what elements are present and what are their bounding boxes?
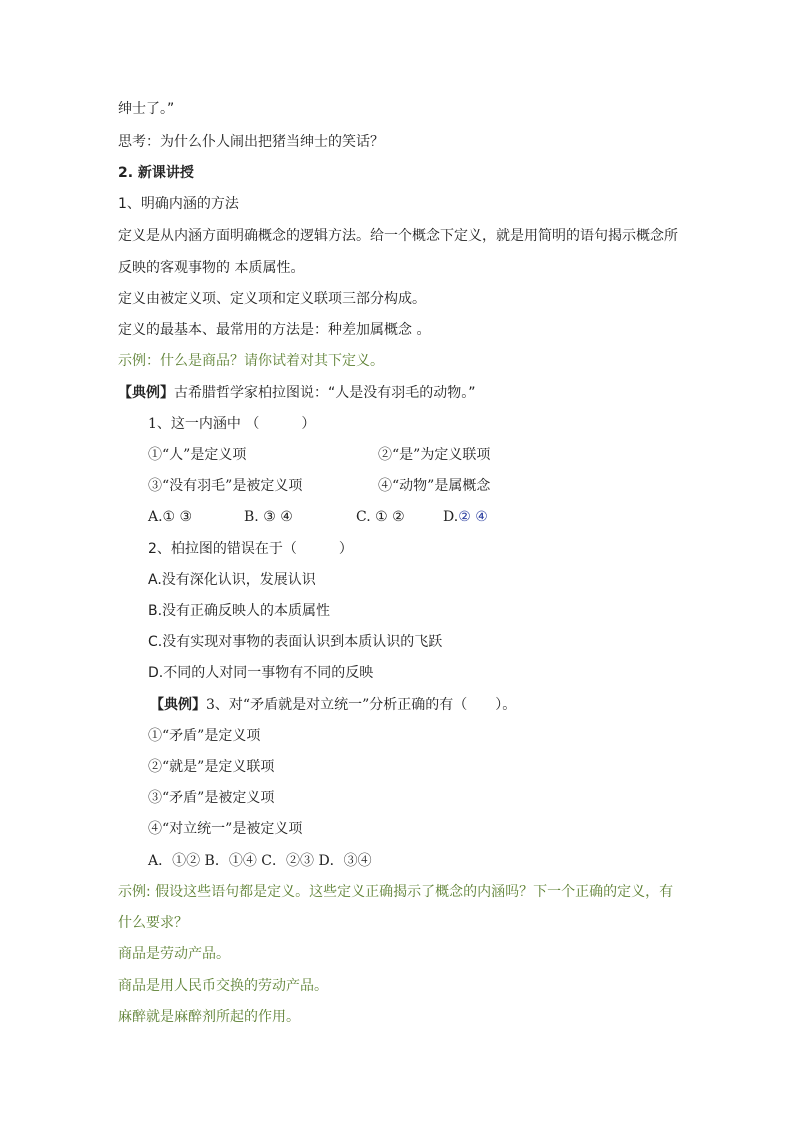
example-problem-text: 3、对“矛盾就是对立统一”分析正确的有（ ）。: [206, 697, 517, 713]
option-item: C.没有实现对事物的表面认识到本质认识的飞跃: [148, 634, 443, 650]
answer-choice-d: [443, 507, 488, 527]
question-line: 思考：为什么仆人闹出把猪当绅士的笑话？: [118, 134, 384, 150]
answer-choice-c: C. ① ②: [356, 509, 405, 525]
answer-choice-d-prefix: D.: [443, 509, 459, 525]
example-problem-line: [150, 695, 516, 715]
option-item: ①“人”是定义项: [148, 447, 247, 463]
example-problem-text: 古希腊哲学家柏拉图说：“人是没有羽毛的动物。”: [174, 385, 476, 401]
option-item: ③“没有羽毛”是被定义项: [148, 478, 303, 494]
answer-choice-b: B. ③ ④: [244, 509, 293, 525]
example-line: 什么要求？: [118, 915, 188, 931]
paragraph-line: 绅士了。”: [118, 101, 175, 117]
option-item: ①“矛盾”是定义项: [148, 728, 261, 744]
answer-choice-d-text: ② ④: [458, 509, 488, 525]
paragraph-line: 定义是从内涵方面明确概念的逻辑方法。给一个概念下定义，就是用简明的语句揭示概念所: [118, 228, 678, 244]
example-tag: 【典例】: [150, 697, 206, 713]
example-line: 示例：什么是商品？请你试着对其下定义。: [118, 353, 384, 369]
example-problem-line: [118, 383, 476, 403]
example-line: 商品是用人民币交换的劳动产品。: [118, 978, 328, 994]
question-stem: 1、这一内涵中 （ ）: [148, 416, 316, 432]
example-tag: 【典例】: [118, 385, 174, 401]
option-item: B.没有正确反映人的本质属性: [148, 603, 331, 619]
example-line: 商品是劳动产品。: [118, 946, 230, 962]
option-item: ③“矛盾”是被定义项: [148, 790, 275, 806]
section-heading: 2. 新课讲授: [118, 165, 194, 181]
paragraph-line: 定义由被定义项、定义项和定义联项三部分构成。: [118, 291, 426, 307]
option-item: ④“对立统一”是被定义项: [148, 821, 303, 837]
paragraph-line: 定义的最基本、最常用的方法是：种差加属概念 。: [118, 322, 431, 338]
example-line: 示例: 假设这些语句都是定义。这些定义正确揭示了概念的内涵吗？下一个正确的定义，有: [118, 884, 674, 900]
option-item: A.没有深化认识，发展认识: [148, 572, 316, 588]
answer-choice-a: A.① ③: [148, 509, 193, 525]
option-item: ②“是”为定义联项: [378, 447, 491, 463]
paragraph-line: 反映的客观事物的 本质属性。: [118, 260, 305, 276]
option-item: ④“动物”是属概念: [378, 478, 491, 494]
question-stem: 2、柏拉图的错误在于（ ）: [148, 541, 353, 557]
option-item: ②“就是”是定义联项: [148, 759, 275, 775]
answer-choices: A．①② B．①④ C．②③ D．③④: [148, 853, 372, 869]
subsection-heading: 1、明确内涵的方法: [118, 196, 239, 212]
example-line: 麻醉就是麻醉剂所起的作用。: [118, 1009, 300, 1025]
option-item: D.不同的人对同一事物有不同的反映: [148, 665, 374, 681]
